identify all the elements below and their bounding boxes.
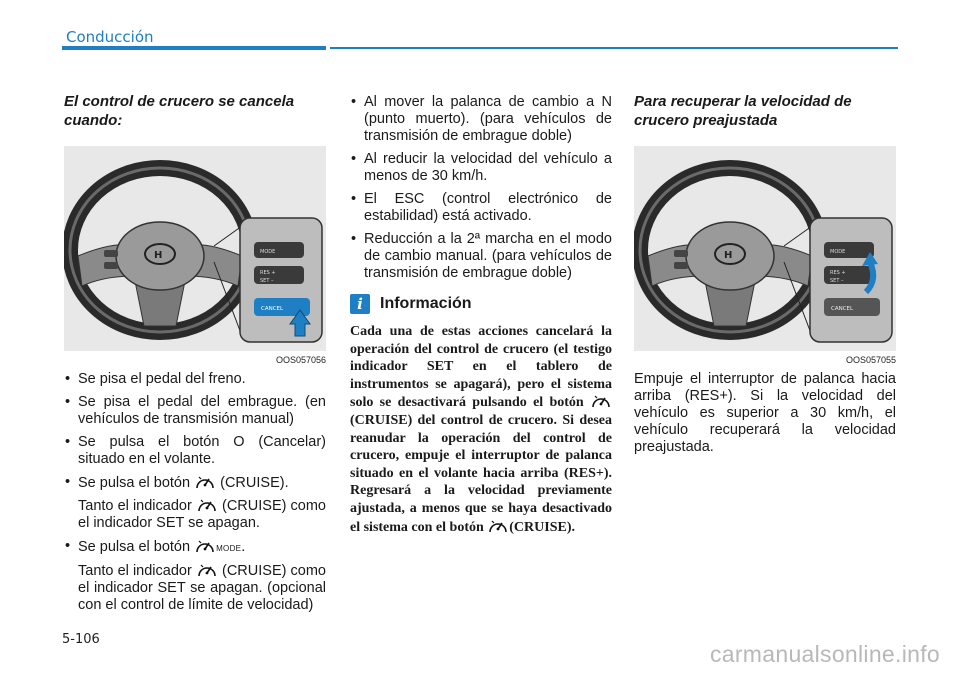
steering-wheel-illustration (64, 146, 326, 351)
svg-text:MODE: MODE (260, 249, 276, 255)
cancel-conditions-heading: El control de crucero se cancela cuando: (64, 93, 295, 129)
info-heading (350, 294, 612, 314)
svg-text:H: H (724, 250, 733, 261)
list-item: • Se pulsa el botón MODE. Tanto el indicador (CRUISE) como el indicador SET se apagan. (opcional con el control de límite de velocidad) (64, 538, 326, 614)
svg-text:CANCEL: CANCEL (831, 306, 854, 312)
header-rule-thick (62, 46, 326, 50)
steering-wheel-figure-cancel (64, 146, 326, 351)
page-number: 5-106 (62, 632, 100, 647)
cancel-conditions-list-continued (350, 94, 612, 282)
column-left (64, 92, 326, 620)
figure-code: OOS057055 (845, 355, 896, 365)
header-rule-thin (330, 47, 898, 49)
steering-wheel-illustration (634, 146, 896, 351)
list-item: • Se pulsa el botón (CRUISE). Tanto el indicador (CRUISE) como el indicador SET se apagan. (64, 474, 326, 532)
svg-text:RES +: RES + (260, 270, 276, 276)
svg-text:MODE: MODE (830, 249, 846, 255)
list-item: • Al reducir la velocidad del vehículo a menos de 30 km/h. (350, 151, 612, 185)
resume-speed-body: Empuje el interruptor de palanca hacia arriba (RES+). Si la velocidad del vehículo es superior a 30 km/h, el vehículo recuperará la velocidad preajustada. (634, 371, 896, 455)
list-item: • Se pulsa el botón O (Cancelar) situado en el volante. (64, 434, 326, 468)
list-item: • Al mover la palanca de cambio a N (punto muerto). (para vehículos de transmisión de embrague doble) (350, 94, 612, 145)
svg-text:RES +: RES + (830, 270, 846, 276)
steering-wheel-figure-resume (634, 146, 896, 351)
resume-speed-heading: Para recuperar la velocidad de crucero preajustada (634, 93, 852, 129)
list-item: • Reducción a la 2ª marcha en el modo de cambio manual. (para vehículos de transmisión de embrague doble) (350, 231, 612, 282)
list-item: • Se pisa el pedal del freno. (64, 371, 326, 388)
info-body: Cada una de estas acciones cancelará la operación del control de crucero (el testigo indicador SET en el tablero de instrumentos se apagará), pero el sistema solo se desactivará pulsando el botón (CRUISE) del control de crucero. Si desea reanudar la operación del control de crucero, empuje el interruptor de palanca situado en el volante hacia arriba (RES+). Regresará a la velocidad previamente ajustada, a menos que se haya desactivado el sistema con el botón (CRUISE). (350, 324, 612, 535)
list-item: • Se pisa el pedal del embrague. (en vehículos de transmisión manual) (64, 394, 326, 428)
svg-text:SET –: SET – (830, 278, 844, 284)
column-middle (350, 94, 612, 536)
cruise-control-icon (196, 562, 218, 578)
cruise-control-icon (194, 474, 216, 490)
cruise-control-icon (194, 538, 216, 554)
svg-text:CANCEL: CANCEL (261, 306, 284, 312)
cancel-conditions-list (64, 371, 326, 614)
cruise-control-icon (590, 393, 612, 409)
info-title: Información (380, 295, 472, 312)
svg-text:SET –: SET – (260, 278, 274, 284)
figure-code: OOS057056 (275, 355, 326, 365)
watermark: carmanualsonline.info (709, 641, 940, 667)
info-icon: i (350, 294, 370, 314)
section-title: Conducción (66, 28, 154, 46)
svg-text:H: H (154, 250, 163, 261)
mode-label: MODE (216, 544, 242, 553)
cruise-control-icon (487, 518, 509, 534)
list-item: • El ESC (control electrónico de estabilidad) está activado. (350, 191, 612, 225)
column-right (634, 92, 896, 456)
cruise-control-icon (196, 497, 218, 513)
